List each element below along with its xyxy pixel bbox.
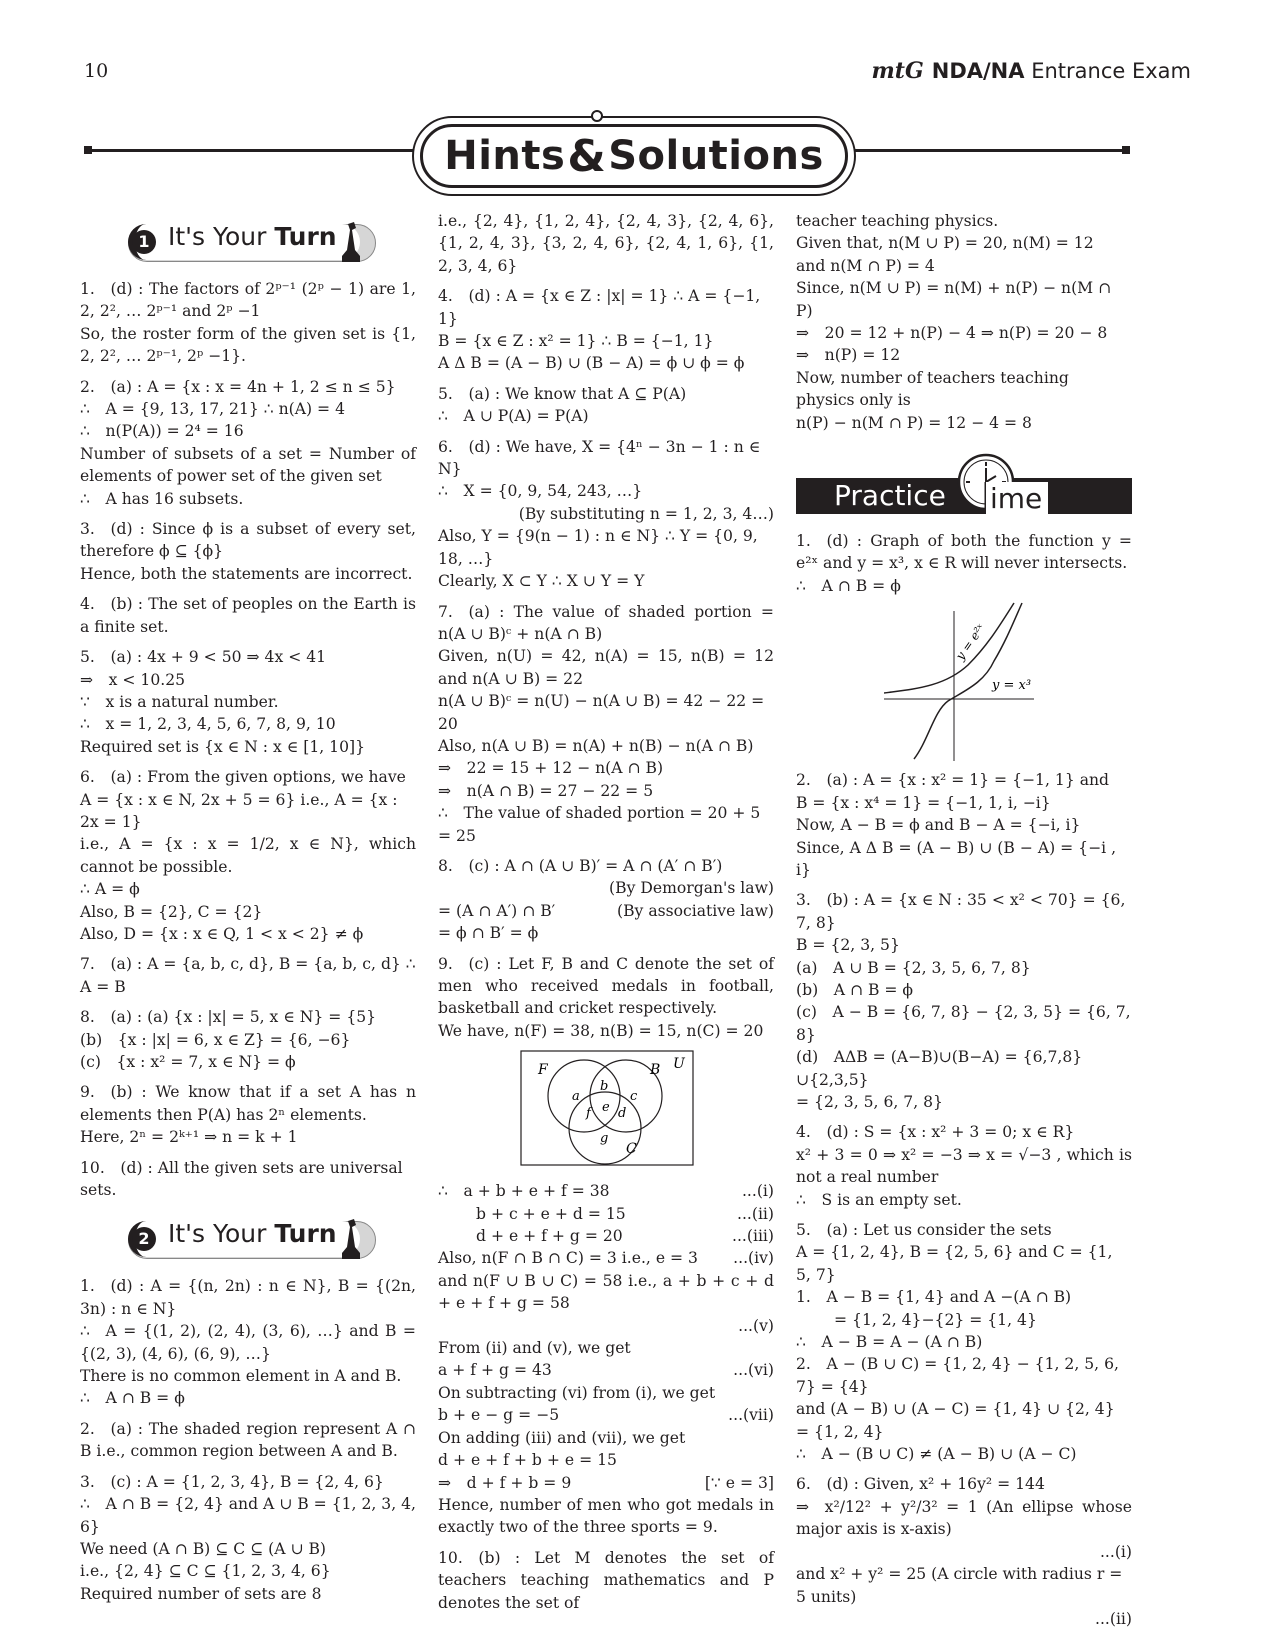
solution-text: ⇒ x < 10.25: [80, 670, 186, 689]
solution-text: On adding (iii) and (vii), we get: [438, 1428, 686, 1447]
equation-number: ...(i): [741, 1182, 774, 1201]
solution-item: 1. (d) : Graph of both the function y = e²ˣ and y = x³, x ∈ R will never intersects.: [796, 532, 1132, 573]
solution-item: 8. (c) : A ∩ (A ∪ B)′ = A ∩ (A′ ∩ B′): [438, 856, 723, 875]
solution-text: ⇒ n(P) = 12: [796, 346, 901, 365]
equation-number: ...(i): [1099, 1542, 1132, 1561]
solution-text: ∴ x = 1, 2, 3, 4, 5, 6, 7, 8, 9, 10: [80, 715, 336, 734]
practice-time-heading: [796, 452, 1132, 522]
solution-text: A Δ B = (A − B) ∪ (B − A) = ϕ ∪ ϕ = ϕ: [438, 354, 745, 373]
venn-region-c: c: [630, 1089, 638, 1105]
solution-text: 1. A − B = {1, 4} and A −(A ∩ B): [796, 1288, 1072, 1307]
column-2: [438, 210, 774, 1614]
solution-text: Given, n(U) = 42, n(A) = 15, n(B) = 12 and n(A ∪ B) = 22: [438, 647, 774, 688]
equation-number: ...(v): [738, 1316, 774, 1335]
venn-label-f: F: [538, 1062, 548, 1079]
solution-text: ⇒ 20 = 12 + n(P) − 4 ⇒ n(P) = 20 − 8: [796, 324, 1108, 343]
solution-text: (c) {x : x² = 7, x ∈ N} = ϕ: [80, 1053, 296, 1071]
solution-text: ∴ A − B = A − (A ∩ B): [796, 1333, 983, 1352]
solution-text: A = {1, 2, 4}, B = {2, 5, 6} and C = {1, 5, 7}: [796, 1243, 1113, 1284]
solution-text: Number of subsets of a set = Number of elements of power set of the given set: [80, 444, 416, 486]
solution-text: = {1, 2, 4}−{2} = {1, 4}: [834, 1310, 1037, 1329]
solution-text: There is no common element in A and B.: [80, 1367, 402, 1386]
solution-text: (c) A − B = {6, 7, 8} − {2, 3, 5} = {6, 7, 8}: [796, 1003, 1131, 1044]
solution-item: 10. (b) : Let M denotes the set of teachers teaching mathematics and P denotes the set of: [438, 1548, 774, 1612]
equation: ∴ a + b + e + f = 38: [438, 1182, 610, 1201]
solution-item: 2. (a) : A = {x : x² = 1} = {−1, 1} and: [796, 771, 1110, 790]
solution-text: Now, A − B = ϕ and B − A = {−i, i}: [796, 816, 1081, 835]
solution-text: i.e., A = {x : x = 1/2, x ∈ N}, which cannot be possible.: [80, 835, 416, 876]
solution-text: x² + 3 = 0 ⇒ x² = −3 ⇒ x = √−3 , which is not a real number: [796, 1145, 1132, 1187]
solution-item: 2. (a) : The shaded region represent A ∩ B i.e., common region between A and B.: [80, 1419, 416, 1461]
equation: d + e + f + b + e = 15: [438, 1451, 617, 1470]
solution-text: i.e., {2, 4} ⊆ C ⊆ {1, 2, 3, 4, 6}: [80, 1562, 331, 1581]
solution-text: B = {2, 3, 5}: [796, 936, 900, 955]
solution-text: We have, n(F) = 38, n(B) = 15, n(C) = 20: [438, 1021, 764, 1040]
turn-number: 2: [132, 1227, 156, 1251]
solution-item: 3. (b) : A = {x ∈ N : 35 < x² < 70} = {6, 7, 8}: [796, 891, 1126, 932]
venn-region-e: e: [602, 1100, 610, 1116]
venn-label-u: U: [673, 1056, 685, 1073]
venn-diagram: [520, 1050, 700, 1170]
solution-text: So, the roster form of the given set is {1, 2, 2², … 2ᵖ⁻¹, 2ᵖ −1}.: [80, 324, 416, 366]
equation-number: ...(ii): [736, 1204, 774, 1223]
graph-label-exp: y = e²ˣ: [952, 621, 988, 664]
solution-item: 9. (b) : We know that if a set A has n elements then P(A) has 2ⁿ elements.: [80, 1083, 416, 1124]
solution-text: (d) AΔB = (A−B)∪(B−A) = {6,7,8}∪{2,3,5}: [796, 1048, 1083, 1089]
banner-knob: [591, 110, 603, 122]
solution-text: Here, 2ⁿ = 2ᵏ⁺¹ ⇒ n = k + 1: [80, 1128, 298, 1147]
solution-item: 2. (a) : A = {x : x = 4n + 1, 2 ≤ n ≤ 5}: [80, 377, 396, 396]
solution-text: ∴ X = {0, 9, 54, 243, …}: [438, 482, 643, 501]
chess-piece-icon: [340, 220, 362, 264]
solution-text: Required number of sets are 8: [80, 1584, 322, 1603]
equation-note: [∵ e = 3]: [704, 1473, 774, 1492]
solution-text: (b) A ∩ B = ϕ: [796, 980, 914, 999]
venn-label-c: C: [626, 1141, 637, 1158]
solution-text: Also, D = {x : x ∈ Q, 1 < x < 2} ≠ ϕ: [80, 924, 364, 943]
exam-name: Entrance Exam: [1031, 59, 1191, 83]
solution-text: B = {x : x⁴ = 1} = {−1, 1, i, −i}: [796, 793, 1051, 812]
turn-title: It's Your Turn: [168, 1219, 337, 1249]
solution-text: = ϕ ∩ B′ = ϕ: [438, 924, 539, 943]
solution-text: On subtracting (vi) from (i), we get: [438, 1383, 716, 1402]
solution-text: ∴ A ∩ B = ϕ: [80, 1389, 185, 1408]
solution-item: 8. (a) : (a) {x : |x| = 5, x ∈ N} = {5}: [80, 1008, 377, 1027]
solution-note: (By Demorgan's law): [609, 879, 774, 898]
solution-text: 2. A − (B ∪ C) = {1, 2, 4} − {1, 2, 5, 6, 7} = {4}: [796, 1355, 1119, 1396]
equation: b + e − g = −5: [438, 1406, 560, 1425]
solution-text: and n(M ∩ P) = 4: [796, 256, 935, 275]
equation-number: ...(iv): [733, 1249, 774, 1268]
solution-text: ⇒ 22 = 15 + 12 − n(A ∩ B): [438, 759, 664, 778]
solution-item: 9. (c) : Let F, B and C denote the set of men who received medals in football, basketball and cricket respectively.: [438, 954, 774, 1018]
venn-region-g: g: [600, 1131, 609, 1147]
solution-text: Also, B = {2}, C = {2}: [80, 902, 263, 921]
solution-text: ∴ A = ϕ: [80, 880, 140, 899]
its-your-turn-2-heading: [80, 1217, 416, 1261]
solution-text: ∴ n(P(A)) = 2⁴ = 16: [80, 422, 244, 441]
equation-number: ...(vi): [733, 1361, 774, 1380]
column-3: [796, 210, 1132, 1630]
solution-text: Since, n(M ∪ P) = n(M) + n(P) − n(M ∩ P): [796, 279, 1112, 320]
turn-title: It's Your Turn: [168, 222, 337, 251]
solution-text: (a) A ∪ B = {2, 3, 5, 6, 7, 8}: [796, 958, 1031, 977]
venn-label-b: B: [650, 1062, 661, 1079]
solution-note: (By substituting n = 1, 2, 3, 4…): [518, 504, 774, 523]
solution-text: Required set is {x ∈ N : x ∈ [1, 10]}: [80, 737, 366, 756]
equation: a + f + g = 43: [438, 1361, 552, 1380]
solution-item: 4. (d) : A = {x ∈ Z : |x| = 1} ∴ A = {−1, 1}: [438, 287, 761, 328]
solution-text: ∴ A ∪ P(A) = P(A): [438, 407, 589, 426]
solution-text: ∴ The value of shaded portion = 20 + 5 = 25: [438, 804, 761, 845]
solution-item: 3. (d) : Since ϕ is a subset of every set, therefore ϕ ⊆ {ϕ}: [80, 520, 416, 561]
solution-text: Since, A Δ B = (A − B) ∪ (B − A) = {−i , i}: [796, 838, 1117, 879]
equation-number: ...(vii): [728, 1406, 774, 1425]
solution-text: B = {x ∈ Z : x² = 1} ∴ B = {−1, 1}: [438, 332, 714, 351]
solution-text: ∴ A has 16 subsets.: [80, 489, 244, 508]
solution-item: 7. (a) : The value of shaded portion = n(A ∪ B)ᶜ + n(A ∩ B): [438, 602, 774, 643]
solution-text: Hence, both the statements are incorrect.: [80, 564, 413, 583]
its-your-turn-1-heading: [80, 220, 416, 264]
solution-text: ⇒ n(A ∩ B) = 27 − 22 = 5: [438, 781, 654, 800]
equation: ⇒ x²/12² + y²/3² = 1 (An ellipse whose major axis is x-axis): [796, 1497, 1132, 1539]
solution-item: 10. (d) : All the given sets are universal sets.: [80, 1158, 403, 1200]
solution-text: Also, Y = {9(n − 1) : n ∈ N} ∴ Y = {0, 9, 18, …}: [438, 527, 758, 568]
banner-title-right: Solutions: [608, 133, 824, 179]
solution-text: ∴ A = {9, 13, 17, 21} ∴ n(A) = 4: [80, 400, 345, 419]
column-1: [80, 210, 416, 1605]
graph-label-cubic: y = x³: [992, 678, 1032, 694]
solution-item: 5. (a) : 4x + 9 < 50 ⇒ 4x < 41: [80, 648, 327, 667]
practice-title: Practice: [834, 479, 946, 513]
venn-region-f: f: [586, 1106, 591, 1122]
equation: and n(F ∪ B ∪ C) = 58 i.e., a + b + c + d + e + f + g = 58: [438, 1271, 774, 1313]
function-graph: [884, 601, 1044, 761]
solution-text: ∴ A − (B ∪ C) ≠ (A − B) ∪ (A − C): [796, 1445, 1077, 1464]
banner-rule-left: [84, 149, 414, 152]
page-number: 10: [84, 60, 109, 82]
solution-item: 5. (a) : Let us consider the sets: [796, 1221, 1052, 1239]
banner-rule-right: [850, 149, 1130, 152]
practice-title-suffix: ime: [986, 482, 1048, 516]
running-header: [872, 58, 1191, 84]
solution-text: A = {x : x ∈ N, 2x + 5 = 6} i.e., A = {x : 2x = 1}: [80, 790, 398, 831]
solution-item: 6. (a) : From the given options, we have: [80, 768, 406, 787]
solution-item: 1. (d) : A = {(n, 2n) : n ∈ N}, B = {(2n, 3n) : n ∈ N}: [80, 1277, 416, 1318]
equation: b + c + e + d = 15: [476, 1204, 626, 1223]
equation: d + e + f + g = 20: [476, 1227, 623, 1246]
venn-region-d: d: [618, 1106, 627, 1122]
solution-text: = {2, 3, 5, 6, 7, 8}: [796, 1092, 943, 1111]
venn-region-a: a: [572, 1089, 580, 1105]
solution-item: 3. (c) : A = {1, 2, 3, 4}, B = {2, 4, 6}: [80, 1472, 384, 1491]
exam-name-bold: NDA/NA: [931, 59, 1025, 83]
solution-text: ∵ x is a natural number.: [80, 692, 279, 711]
solution-text: and (A − B) ∪ (A − C) = {1, 4} ∪ {2, 4} = {1, 2, 4}: [796, 1400, 1115, 1441]
equation: ⇒ d + f + b = 9: [438, 1473, 572, 1492]
solution-text: Also, n(A ∪ B) = n(A) + n(B) − n(A ∩ B): [438, 736, 754, 755]
solution-text: = (A ∩ A′) ∩ B′: [438, 901, 556, 920]
banner-title-left: Hints: [444, 133, 566, 179]
chess-piece-icon: [340, 1217, 362, 1261]
solution-text: (b) {x : |x| = 6, x ∈ Z} = {6, −6}: [80, 1030, 351, 1049]
solution-text: ∴ A ∩ B = ϕ: [796, 576, 901, 595]
solution-item: 6. (d) : We have, X = {4ⁿ − 3n − 1 : n ∈ N}: [438, 437, 761, 479]
solution-item: 1. (d) : The factors of 2ᵖ⁻¹ (2ᵖ − 1) are 1, 2, 2², … 2ᵖ⁻¹ and 2ᵖ −1: [80, 280, 416, 321]
solution-item: 7. (a) : A = {a, b, c, d}, B = {a, b, c, d} ∴ A = B: [80, 955, 416, 996]
solution-text: n(P) − n(M ∩ P) = 12 − 4 = 8: [796, 413, 1032, 432]
solution-item: 4. (b) : The set of peoples on the Earth is a finite set.: [80, 595, 416, 636]
solution-text: teacher teaching physics.: [796, 212, 999, 230]
solution-text: ∴ S is an empty set.: [796, 1190, 962, 1209]
solution-text: Given that, n(M ∪ P) = 20, n(M) = 12: [796, 234, 1094, 253]
solution-text: From (ii) and (v), we get: [438, 1339, 631, 1358]
solution-item: 5. (a) : We know that A ⊆ P(A): [438, 384, 687, 403]
equation-number: ...(iii): [732, 1227, 774, 1246]
equation: and x² + y² = 25 (A circle with radius r = 5 units): [796, 1565, 1123, 1606]
solution-text: ∴ A ∩ B = {2, 4} and A ∪ B = {1, 2, 3, 4, 6}: [80, 1495, 417, 1536]
solution-text: Hence, number of men who got medals in exactly two of the three sports = 9.: [438, 1495, 774, 1537]
solution-text: Clearly, X ⊂ Y ∴ X ∪ Y = Y: [438, 572, 645, 591]
solution-text: Now, number of teachers teaching physics only is: [796, 368, 1069, 410]
solution-text: n(A ∪ B)ᶜ = n(U) − n(A ∪ B) = 42 − 22 = 20: [438, 692, 765, 733]
equation: Also, n(F ∩ B ∩ C) = 3 i.e., e = 3: [438, 1249, 698, 1268]
solution-text: We need (A ∩ B) ⊆ C ⊆ (A ∪ B): [80, 1539, 327, 1558]
venn-region-b: b: [600, 1079, 609, 1095]
solution-item: 6. (d) : Given, x² + 16y² = 144: [796, 1475, 1045, 1494]
banner-ampersand: &: [567, 130, 607, 182]
section-banner: [412, 116, 856, 196]
solution-item: 4. (d) : S = {x : x² + 3 = 0; x ∈ R}: [796, 1123, 1075, 1142]
equation-number: ...(ii): [1094, 1609, 1132, 1628]
turn-number: 1: [132, 230, 156, 254]
solution-note: (By associative law): [617, 901, 774, 920]
solution-text: ∴ A = {(1, 2), (2, 4), (3, 6), …} and B = {(2, 3), (4, 6), (6, 9), …}: [80, 1322, 416, 1363]
solution-text: i.e., {2, 4}, {1, 2, 4}, {2, 4, 3}, {2, 4, 6}, {1, 2, 4, 3}, {3, 2, 4, 6}, {2, 4, 1, 6}, {1, 2, 3, 4, 6}: [438, 212, 774, 275]
publisher-logo: mtG: [871, 58, 924, 84]
